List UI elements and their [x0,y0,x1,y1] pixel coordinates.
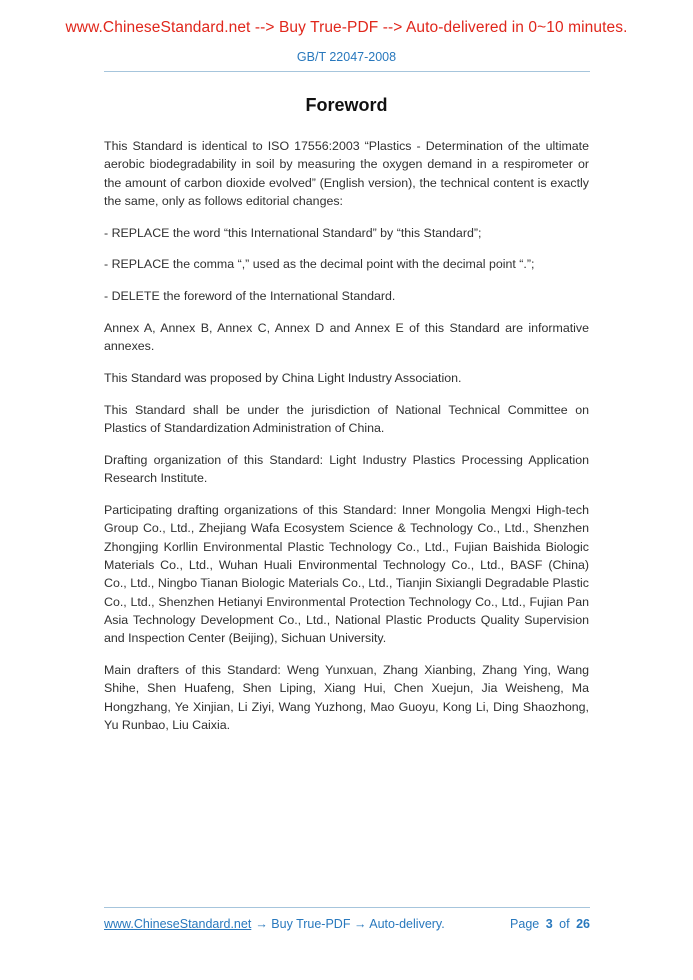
promo-banner: www.ChineseStandard.net --> Buy True-PDF --> Auto-delivered in 0~10 minutes. [65,19,628,36]
bullet-item-replace-comma: - REPLACE the comma “,” used as the decimal point with the decimal point “.”; [104,257,535,272]
footer-left [104,917,445,931]
page-footer [104,907,590,931]
page-indicator-current: 3 [545,917,553,931]
bullet-item-replace-word: - REPLACE the word “this International Standard” by “this Standard”; [104,225,482,240]
paragraph-participating-organizations: Participating drafting organizations of this Standard: Inner Mongolia Mengxi High-tech Group Co., Ltd., Zhejiang Wafa Ecosystem Science & Technology Co., Ltd., Shenzhen Zhongjing Korllin Environmental Plastic Technology Co., Ltd., Fujian Baishida Biologic Materials Co., Ltd., Wuhan Huali Environmental Technology Co., Ltd., BASF (China) Co., Ltd., Ningbo Tianan Biologic Materials Co., Ltd., Tianjin Sixiangli Degradable Plastic Co., Ltd., Shenzhen Hetianyi Environmental Protection Technology Co., Ltd., Fujian Pan Asia Technology Development Co., Ltd., National Plastic Products Quality Supervision and Inspection Center (Beijing), Sichuan University. [104,503,589,646]
paragraph-annexes: Annex A, Annex B, Annex C, Annex D and Annex E of this Standard are informative annexes. [104,321,589,354]
page-indicator-total: 26 [576,917,590,931]
page-indicator [507,917,590,931]
footer-tagline: → Buy True-PDF → Auto-delivery. [255,917,445,931]
standard-number: GB/T 22047-2008 [296,50,397,64]
footer-website-link[interactable]: www.ChineseStandard.net [104,917,252,931]
header-divider [104,71,590,72]
paragraph-proposed-by: This Standard was proposed by China Light Industry Association. [104,371,462,386]
page-title: Foreword [305,95,388,115]
bullet-item-delete-foreword: - DELETE the foreword of the International Standard. [104,289,396,304]
paragraph-drafting-organization: Drafting organization of this Standard: Light Industry Plastics Processing Application Research Institute. [104,453,589,486]
page-indicator-of: of [559,917,570,931]
paragraph-jurisdiction: This Standard shall be under the jurisdiction of National Technical Committee on Plastics of Standardization Administration of China. [104,402,589,436]
paragraph-intro: This Standard is identical to ISO 17556:2003 “Plastics - Determination of the ultimate aerobic biodegradability in soil by measuring the oxygen demand in a respirometer or the amount of carbon dioxide evolved” (English version), the technical content is exactly the same, only as follows editorial changes: [104,139,589,208]
page-indicator-label: Page [510,917,540,931]
paragraph-main-drafters: Main drafters of this Standard: Weng Yunxuan, Zhang Xianbing, Zhang Ying, Wang Shihe, Shen Huafeng, Shen Liping, Xiang Hui, Chen Xuejun, Jia Weisheng, Ma Hongzhang, Ye Xinjian, Li Ziyi, Wang Yuzhong, Mao Guoyu, Kong Li, Ding Shaozhong, Yu Runbao, Liu Caixia. [104,663,589,732]
document-body [104,137,589,734]
